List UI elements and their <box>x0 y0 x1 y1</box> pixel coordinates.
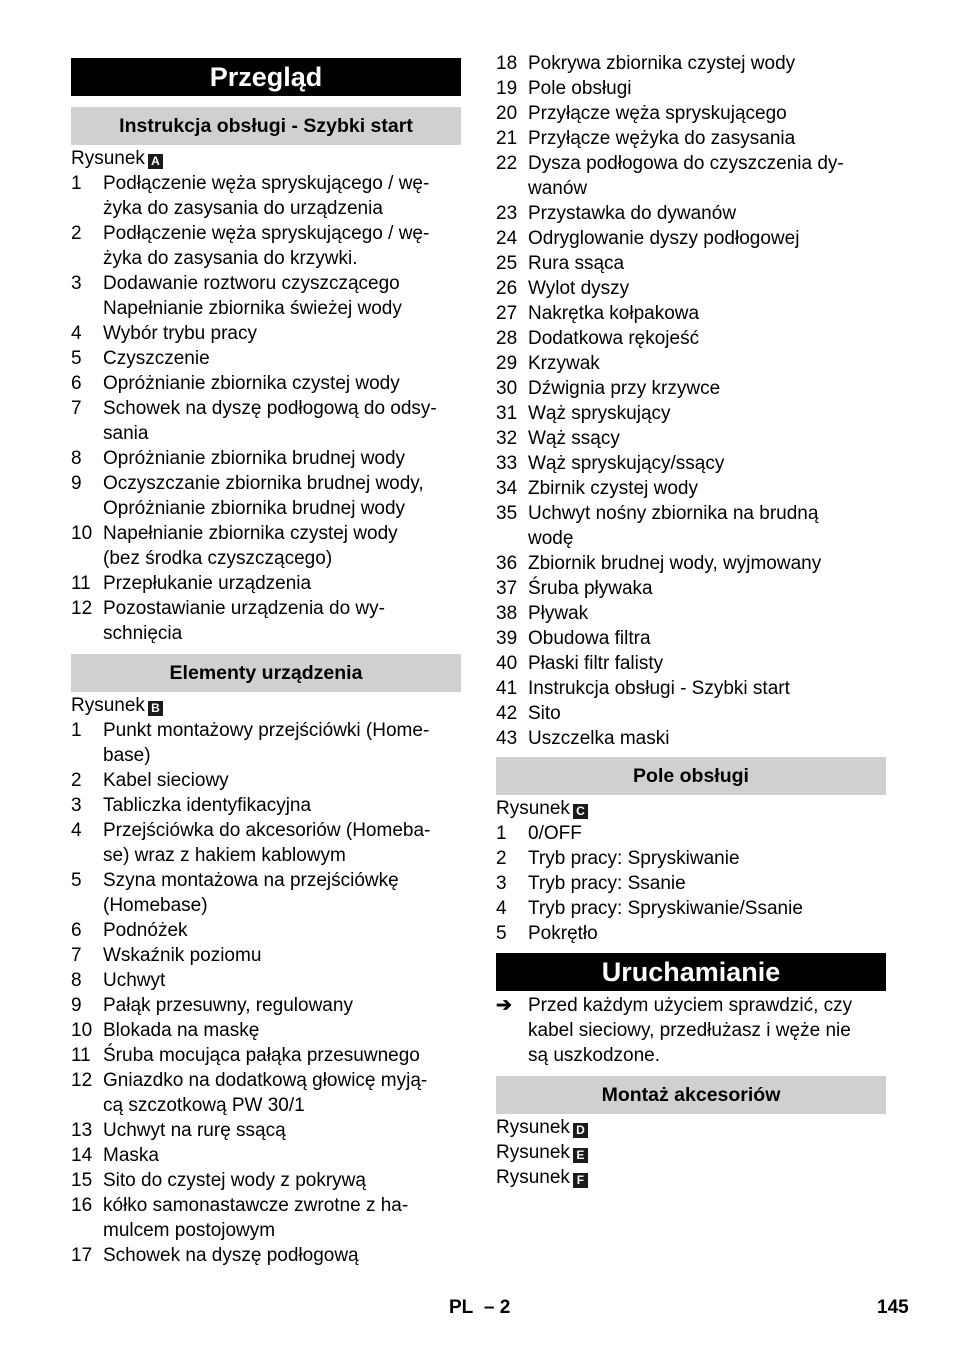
list-item <box>71 396 461 446</box>
left-column <box>71 51 461 1268</box>
item-number: 3 <box>496 873 507 894</box>
item-number: 21 <box>496 128 518 149</box>
item-number: 38 <box>496 603 518 624</box>
item-text <box>528 476 886 501</box>
item-text <box>103 371 461 396</box>
item-text-line: wanów <box>528 178 588 199</box>
item-text-line: Maska <box>103 1145 159 1166</box>
section-heading-elementy: Elementy urządzenia <box>71 654 461 692</box>
item-text <box>528 76 886 101</box>
list-item <box>71 793 461 818</box>
item-text <box>528 151 886 201</box>
section-heading-montaz: Montaż akcesoriów <box>496 1076 886 1114</box>
item-text-line: Czyszczenie <box>103 348 210 369</box>
list-item <box>71 346 461 371</box>
list-item <box>496 151 886 201</box>
list-item <box>496 476 886 501</box>
item-number: 31 <box>496 403 518 424</box>
item-number: 5 <box>71 348 82 369</box>
item-number: 15 <box>71 1170 93 1191</box>
item-number: 43 <box>496 728 518 749</box>
item-text <box>528 376 886 401</box>
list-item <box>71 371 461 396</box>
footer-page-reference: PL – 2 <box>449 1297 511 1318</box>
list-item <box>496 846 886 871</box>
item-text-line: Wskaźnik poziomu <box>103 945 262 966</box>
item-text-line: Pokrętło <box>528 923 598 944</box>
item-text <box>103 271 461 321</box>
list-item <box>496 651 886 676</box>
list-item <box>71 471 461 521</box>
item-text <box>103 818 461 868</box>
item-text <box>103 1068 461 1118</box>
item-text <box>528 846 886 871</box>
item-text-line: Rura ssąca <box>528 253 625 274</box>
item-text-line: 0/OFF <box>528 823 582 844</box>
item-number: 6 <box>71 373 82 394</box>
item-number: 42 <box>496 703 518 724</box>
list-item <box>71 768 461 793</box>
item-number: 40 <box>496 653 518 674</box>
item-text-line: Śruba mocująca pałąka przesuwnego <box>103 1045 420 1066</box>
item-text-line: Szyna montażowa na przejściówkę <box>103 870 399 891</box>
item-text-line: Płaski filtr falisty <box>528 653 664 674</box>
item-number: 3 <box>71 273 82 294</box>
list-item <box>71 596 461 646</box>
item-number: 7 <box>71 945 82 966</box>
item-text <box>103 918 461 943</box>
list-item <box>496 126 886 151</box>
list-item <box>496 626 886 651</box>
item-text <box>528 551 886 576</box>
item-text-line: Śruba pływaka <box>528 578 653 599</box>
item-number: 2 <box>496 848 507 869</box>
item-text <box>528 126 886 151</box>
item-number: 11 <box>71 573 91 594</box>
item-text-line: Opróżnianie zbiornika czystej wody <box>103 373 400 394</box>
item-text <box>103 171 461 221</box>
item-text <box>528 871 886 896</box>
item-text <box>103 868 461 918</box>
item-text <box>103 1043 461 1068</box>
item-text <box>528 251 886 276</box>
item-text <box>528 201 886 226</box>
item-text-line: (Homebase) <box>103 895 208 916</box>
item-number: 36 <box>496 553 518 574</box>
list-item <box>71 993 461 1018</box>
note-text: Przed każdym użyciem sprawdzić, czy kabel sieciowy, przedłużasz i węże nie są uszkodzone. <box>528 995 853 1066</box>
item-number: 39 <box>496 628 518 649</box>
item-text-line: Uchwyt <box>103 970 166 991</box>
figure-letter-badge: A <box>148 154 163 169</box>
list-item <box>71 571 461 596</box>
item-text <box>528 351 886 376</box>
item-text-line: Gniazdko na dodatkową głowicę myją- <box>103 1070 428 1091</box>
item-number: 9 <box>71 473 82 494</box>
item-text-line: Zbiornik brudnej wody, wyjmowany <box>528 553 822 574</box>
list-item <box>71 1043 461 1068</box>
item-text-line: Pałąk przesuwny, regulowany <box>103 995 353 1016</box>
item-text-line: Sito <box>528 703 561 724</box>
item-text <box>528 501 886 551</box>
item-number: 4 <box>71 820 82 841</box>
item-text-line: cą szczotkową PW 30/1 <box>103 1095 305 1116</box>
item-text <box>528 51 886 76</box>
item-text <box>528 101 886 126</box>
item-text-line: Przyłącze węża spryskującego <box>528 103 787 124</box>
item-text-line: Przyłącze wężyka do zasysania <box>528 128 796 149</box>
list-item <box>496 921 886 946</box>
item-number: 32 <box>496 428 518 449</box>
item-text-line: Uchwyt na rurę ssącą <box>103 1120 286 1141</box>
item-text-line: Pozostawianie urządzenia do wy- <box>103 598 385 619</box>
item-text-line: Schowek na dyszę podłogową do odsy- <box>103 398 437 419</box>
item-text <box>528 301 886 326</box>
item-text <box>103 346 461 371</box>
item-text-line: Uszczelka maski <box>528 728 670 749</box>
item-text <box>103 943 461 968</box>
item-text-line: se) wraz z hakiem kablowym <box>103 845 346 866</box>
item-text-line: kółko samonastawcze zwrotne z ha- <box>103 1195 409 1216</box>
quick-start-list <box>71 171 461 646</box>
item-number: 25 <box>496 253 518 274</box>
item-text <box>103 521 461 571</box>
list-item <box>496 401 886 426</box>
item-text-line: Pole obsługi <box>528 78 632 99</box>
device-elements-list-continued <box>496 51 886 751</box>
item-text-line: Krzywak <box>528 353 600 374</box>
item-text-line: Zbirnik czystej wody <box>528 478 698 499</box>
item-number: 34 <box>496 478 518 499</box>
item-text-line: Punkt montażowy przejściówki (Home- <box>103 720 430 741</box>
item-number: 22 <box>496 153 518 174</box>
list-item <box>496 276 886 301</box>
item-text <box>103 396 461 446</box>
item-text <box>103 768 461 793</box>
item-number: 33 <box>496 453 518 474</box>
list-item <box>496 676 886 701</box>
item-text <box>103 571 461 596</box>
item-number: 26 <box>496 278 518 299</box>
list-item <box>496 726 886 751</box>
item-text-line: Schowek na dyszę podłogową <box>103 1245 359 1266</box>
item-text <box>528 401 886 426</box>
figure-references <box>496 1115 886 1190</box>
item-text-line: Wybór trybu pracy <box>103 323 257 344</box>
item-text-line: Tryb pracy: Spryskiwanie <box>528 848 740 869</box>
item-text <box>103 321 461 346</box>
item-text-line: mulcem postojowym <box>103 1220 276 1241</box>
list-item <box>71 943 461 968</box>
item-number: 13 <box>71 1120 93 1141</box>
list-item <box>71 171 461 221</box>
item-number: 14 <box>71 1145 93 1166</box>
item-number: 37 <box>496 578 518 599</box>
item-text-line: Wąż ssący <box>528 428 620 449</box>
list-item <box>71 271 461 321</box>
item-number: 1 <box>496 823 507 844</box>
item-text <box>103 596 461 646</box>
item-number: 41 <box>496 678 518 699</box>
item-text-line: Blokada na maskę <box>103 1020 260 1041</box>
item-number: 30 <box>496 378 518 399</box>
item-number: 4 <box>496 898 507 919</box>
item-text-line: Dodawanie roztworu czyszczącego <box>103 273 400 294</box>
list-item <box>71 1068 461 1118</box>
list-item <box>71 718 461 768</box>
item-text <box>528 576 886 601</box>
figure-letter-badge: F <box>573 1173 588 1188</box>
item-text <box>528 601 886 626</box>
arrow-right-icon: ➔ <box>496 995 512 1016</box>
item-text-line: Odryglowanie dyszy podłogowej <box>528 228 800 249</box>
item-text-line: Pokrywa zbiornika czystej wody <box>528 53 796 74</box>
list-item <box>71 1143 461 1168</box>
list-item <box>496 451 886 476</box>
list-item <box>496 226 886 251</box>
item-text-line: żyka do zasysania do urządzenia <box>103 198 383 219</box>
item-text <box>528 726 886 751</box>
list-item <box>496 821 886 846</box>
item-text-line: schnięcia <box>103 623 183 644</box>
item-text-line: Instrukcja obsługi - Szybki start <box>528 678 790 699</box>
item-text-line: wodę <box>528 528 574 549</box>
item-number: 10 <box>71 523 93 544</box>
figure-reference: Rysunek E <box>496 1140 886 1165</box>
figure-reference: Rysunek F <box>496 1165 886 1190</box>
item-number: 20 <box>496 103 518 124</box>
item-number: 1 <box>71 173 82 194</box>
item-text-line: Uchwyt nośny zbiornika na brudną <box>528 503 819 524</box>
item-text <box>103 1143 461 1168</box>
list-item <box>496 551 886 576</box>
item-text-line: Napełnianie zbiornika świeżej wody <box>103 298 402 319</box>
list-item <box>496 51 886 76</box>
item-number: 2 <box>71 223 82 244</box>
list-item <box>71 968 461 993</box>
list-item <box>496 351 886 376</box>
item-number: 18 <box>496 53 518 74</box>
item-text-line: Opróżnianie zbiornika brudnej wody <box>103 448 406 469</box>
list-item <box>71 321 461 346</box>
section-heading-pole-obslugi: Pole obsługi <box>496 757 886 795</box>
main-heading-przeglad: Przegląd <box>71 58 461 96</box>
main-heading-uruchamianie: Uruchamianie <box>496 953 886 991</box>
item-text <box>103 793 461 818</box>
item-text <box>103 968 461 993</box>
item-number: 16 <box>71 1195 93 1216</box>
list-item <box>71 1193 461 1243</box>
list-item <box>496 376 886 401</box>
item-text-line: żyka do zasysania do krzywki. <box>103 248 358 269</box>
item-number: 11 <box>71 1045 91 1066</box>
list-item <box>71 1168 461 1193</box>
note-paragraph <box>496 993 886 1068</box>
item-number: 12 <box>71 598 93 619</box>
figure-reference: Rysunek A <box>71 146 461 171</box>
item-text-line: Sito do czystej wody z pokrywą <box>103 1170 366 1191</box>
list-item <box>496 701 886 726</box>
list-item <box>496 576 886 601</box>
item-text-line: Napełnianie zbiornika czystej wody <box>103 523 398 544</box>
list-item <box>71 818 461 868</box>
item-text-line: Przystawka do dywanów <box>528 203 737 224</box>
item-text-line: Dysza podłogowa do czyszczenia dy- <box>528 153 844 174</box>
item-number: 24 <box>496 228 518 249</box>
item-text <box>103 1168 461 1193</box>
item-number: 28 <box>496 328 518 349</box>
device-elements-list <box>71 718 461 1268</box>
item-text <box>528 896 886 921</box>
item-number: 17 <box>71 1245 93 1266</box>
item-text-line: Wylot dyszy <box>528 278 630 299</box>
list-item <box>496 501 886 551</box>
item-text-line: sania <box>103 423 149 444</box>
figure-letter-badge: D <box>573 1123 588 1138</box>
item-text <box>528 921 886 946</box>
list-item <box>71 446 461 471</box>
item-text <box>103 993 461 1018</box>
item-text <box>528 276 886 301</box>
item-text-line: Podnóżek <box>103 920 188 941</box>
item-text <box>103 718 461 768</box>
list-item <box>496 601 886 626</box>
item-text <box>103 471 461 521</box>
item-number: 8 <box>71 970 82 991</box>
item-text-line: Wąż spryskujący/ssący <box>528 453 725 474</box>
control-panel-list <box>496 821 886 946</box>
page-number: 145 <box>877 1297 909 1318</box>
list-item <box>496 301 886 326</box>
figure-letter-badge: E <box>573 1148 588 1163</box>
list-item <box>496 101 886 126</box>
item-number: 5 <box>71 870 82 891</box>
list-item <box>71 221 461 271</box>
item-number: 2 <box>71 770 82 791</box>
item-text-line: Przejściówka do akcesoriów (Homeba- <box>103 820 431 841</box>
figure-letter-badge: B <box>148 701 163 716</box>
item-number: 5 <box>496 923 507 944</box>
item-text-line: Tryb pracy: Ssanie <box>528 873 686 894</box>
item-text-line: Dźwignia przy krzywce <box>528 378 721 399</box>
item-text <box>528 426 886 451</box>
item-number: 10 <box>71 1020 93 1041</box>
item-text-line: Przepłukanie urządzenia <box>103 573 312 594</box>
list-item <box>71 868 461 918</box>
list-item <box>496 426 886 451</box>
item-text <box>528 326 886 351</box>
figure-reference: Rysunek C <box>496 796 886 821</box>
item-text <box>528 451 886 476</box>
item-text <box>103 446 461 471</box>
item-text <box>528 626 886 651</box>
item-number: 7 <box>71 398 82 419</box>
item-text-line: Tryb pracy: Spryskiwanie/Ssanie <box>528 898 803 919</box>
item-number: 1 <box>71 720 82 741</box>
list-item <box>496 896 886 921</box>
item-number: 29 <box>496 353 518 374</box>
item-number: 27 <box>496 303 518 324</box>
item-text <box>103 1118 461 1143</box>
item-text <box>528 651 886 676</box>
item-text-line: (bez środka czyszczącego) <box>103 548 333 569</box>
list-item <box>496 201 886 226</box>
item-number: 4 <box>71 323 82 344</box>
figure-letter-badge: C <box>573 804 588 819</box>
item-number: 19 <box>496 78 518 99</box>
item-text-line: Nakrętka kołpakowa <box>528 303 700 324</box>
list-item <box>71 1243 461 1268</box>
item-text <box>528 676 886 701</box>
item-text <box>528 226 886 251</box>
item-text-line: Podłączenie węża spryskującego / wę- <box>103 173 430 194</box>
list-item <box>496 251 886 276</box>
list-item <box>496 871 886 896</box>
item-text <box>103 1193 461 1243</box>
list-item <box>496 326 886 351</box>
item-text-line: Pływak <box>528 603 589 624</box>
figure-reference: Rysunek B <box>71 693 461 718</box>
item-number: 9 <box>71 995 82 1016</box>
item-text <box>103 1243 461 1268</box>
item-text-line: Obudowa filtra <box>528 628 651 649</box>
item-text <box>103 1018 461 1043</box>
item-text <box>528 821 886 846</box>
list-item <box>496 76 886 101</box>
list-item <box>71 1018 461 1043</box>
list-item <box>71 521 461 571</box>
figure-reference: Rysunek D <box>496 1115 886 1140</box>
item-text-line: Opróżnianie zbiornika brudnej wody <box>103 498 406 519</box>
right-column <box>496 51 886 1190</box>
item-number: 23 <box>496 203 518 224</box>
item-text-line: base) <box>103 745 151 766</box>
list-item <box>71 918 461 943</box>
item-number: 12 <box>71 1070 93 1091</box>
item-text-line: Oczyszczanie zbiornika brudnej wody, <box>103 473 424 494</box>
item-text-line: Podłączenie węża spryskującego / wę- <box>103 223 430 244</box>
item-number: 35 <box>496 503 518 524</box>
item-number: 6 <box>71 920 82 941</box>
item-number: 8 <box>71 448 82 469</box>
item-number: 3 <box>71 795 82 816</box>
item-text-line: Wąż spryskujący <box>528 403 671 424</box>
item-text <box>103 221 461 271</box>
item-text-line: Tabliczka identyfikacyjna <box>103 795 312 816</box>
section-heading-quick-start: Instrukcja obsługi - Szybki start <box>71 107 461 145</box>
item-text-line: Kabel sieciowy <box>103 770 229 791</box>
item-text-line: Dodatkowa rękojeść <box>528 328 700 349</box>
list-item <box>71 1118 461 1143</box>
item-text <box>528 701 886 726</box>
